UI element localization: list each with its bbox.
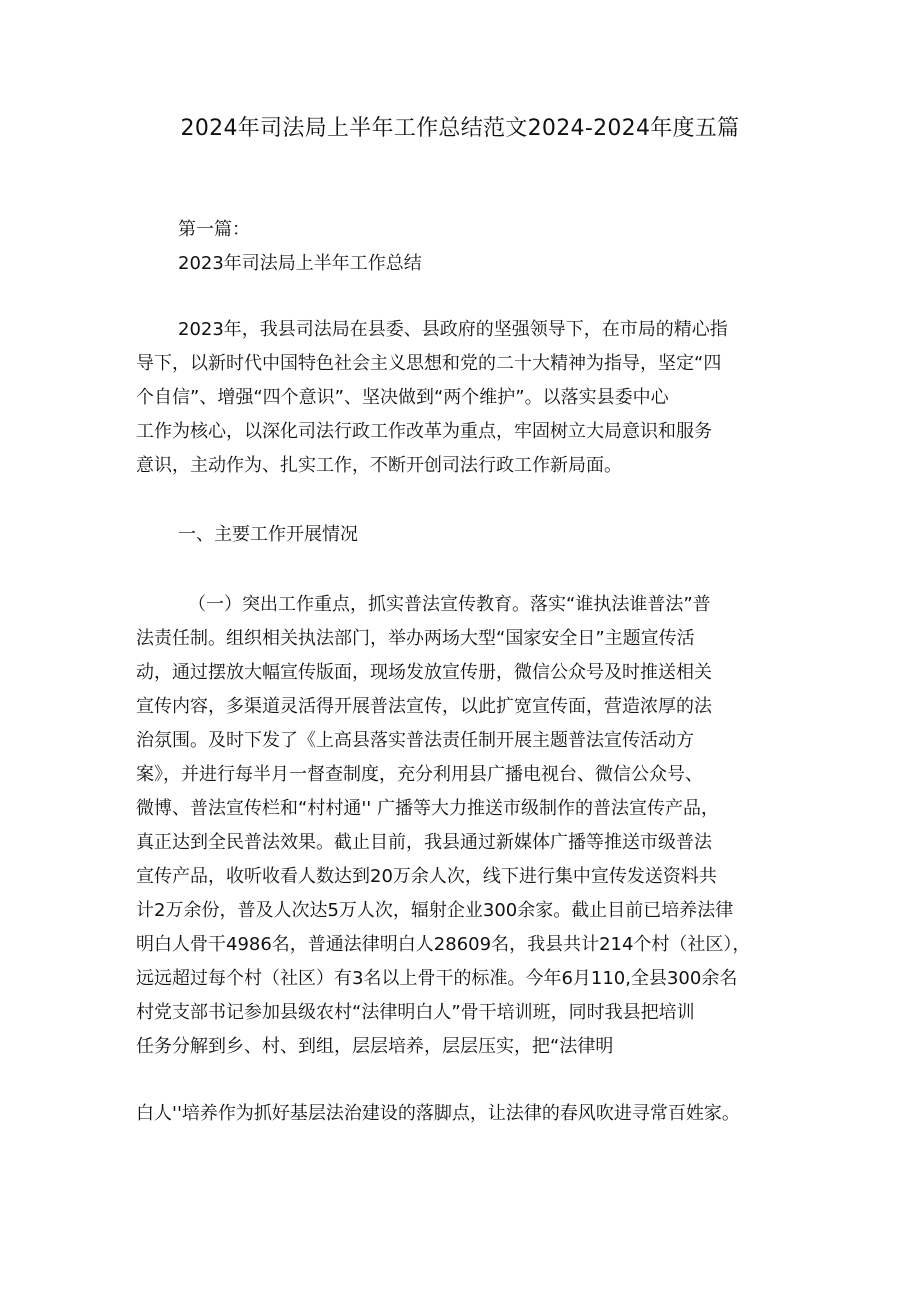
intro-paragraph bbox=[136, 313, 786, 483]
section-heading-block bbox=[136, 518, 786, 552]
paragraph-line: 任务分解到乡、村、到组，层层培养，层层压实，把“法律明 bbox=[136, 1036, 614, 1057]
paragraph-line: 宣传产品，收听收看人数达到20万余人次，线下进行集中宣传发送资料共 bbox=[136, 866, 717, 887]
paragraph-line: 导下，以新时代中国特色社会主义思想和党的二十大精神为指导，坚定“四 bbox=[136, 353, 722, 374]
paragraph-line: 2023年，我县司法局在县委、县政府的坚强领导下，在市局的精心指 bbox=[178, 319, 728, 340]
paragraph-line: 工作为核心，以深化司法行政工作改革为重点，牢固树立大局意识和服务 bbox=[136, 421, 712, 442]
paragraph-line: 案》，并进行每半月一督查制度，充分利用县广播电视台、微信公众号、 bbox=[136, 764, 703, 785]
chapter-subtitle: 2023年司法局上半年工作总结 bbox=[178, 253, 422, 274]
paragraph-line: 法责任制。组织相关执法部门，举办两场大型“国家安全日”主题宣传活 bbox=[136, 628, 695, 649]
paragraph-line: 真正达到全民普法效果。截止目前，我县通过新媒体广播等推送市级普法 bbox=[136, 832, 712, 853]
continuation-paragraph bbox=[136, 1097, 786, 1131]
paragraph-line: 个自信”、增强“四个意识”、坚决做到“两个维护”。以落实县委中心 bbox=[136, 387, 669, 408]
section-paragraph bbox=[136, 588, 786, 1064]
document-title: 2024年司法局上半年工作总结范文2024-2024年度五篇 bbox=[180, 116, 740, 141]
paragraph-line: 微博、普法宣传栏和“村村通'' 广播等大力推送市级制作的普法宣传产品， bbox=[136, 798, 719, 819]
paragraph-line: 宣传内容，多渠道灵活得开展普法宣传，以此扩宽宣传面，营造浓厚的法 bbox=[136, 696, 712, 717]
chapter-header bbox=[136, 213, 786, 281]
paragraph-line: （一）突出工作重点，抓实普法宣传教育。落实“谁执法谁普法”普 bbox=[188, 594, 711, 615]
section-heading: 一、主要工作开展情况 bbox=[178, 524, 358, 545]
paragraph-line: 治氛围。及时下发了《上高县落实普法责任制开展主题普法宣传活动方 bbox=[136, 730, 694, 751]
paragraph-line: 白人''培养作为抓好基层法治建设的落脚点，让法律的春风吹进寻常百姓家。 bbox=[136, 1103, 740, 1124]
paragraph-line: 动，通过摆放大幅宣传版面，现场发放宣传册，微信公众号及时推送相关 bbox=[136, 662, 712, 683]
paragraph-line: 远远超过每个村（社区）有3名以上骨干的标准。今年6月110,全县300余名 bbox=[136, 968, 738, 989]
paragraph-line: 明白人骨干4986名，普通法律明白人28609名，我县共计214个村（社区）， bbox=[136, 934, 751, 955]
paragraph-line: 村党支部书记参加县级农村“法律明白人”骨干培训班，同时我县把培训 bbox=[136, 1002, 695, 1023]
chapter-label: 第一篇： bbox=[178, 219, 250, 240]
paragraph-line: 计2万余份，普及人次达5万人次，辐射企业300余家。截止目前已培养法律 bbox=[136, 900, 734, 921]
paragraph-line: 意识，主动作为、扎实工作，不断开创司法行政工作新局面。 bbox=[136, 455, 622, 476]
